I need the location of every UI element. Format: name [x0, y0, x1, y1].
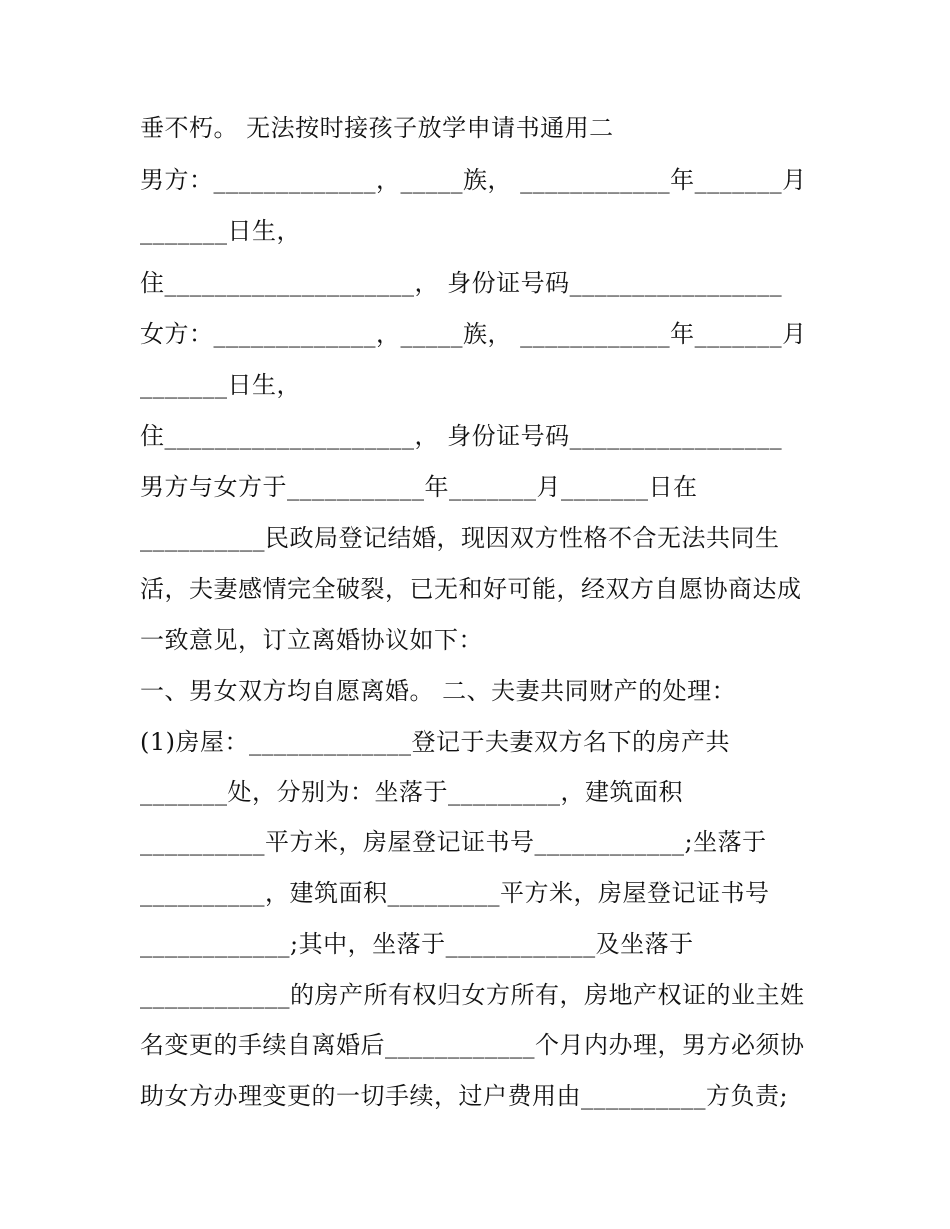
text-line: (1)房屋：_____________登记于夫妻双方名下的房产共 — [140, 728, 730, 756]
text-line: __________平方米，房屋登记证书号____________;坐落于 — [140, 828, 767, 856]
text-line: 女方：_____________，_____族， ____________年_______月 — [140, 320, 807, 348]
text-line: 活，夫妻感情完全破裂，已无和好可能，经双方自愿协商达成 — [140, 575, 802, 603]
text-line: 住____________________， 身份证号码_________________ — [140, 269, 783, 297]
text-line: 垂不朽。 无法按时接孩子放学申请书通用二 — [140, 114, 614, 142]
text-line: 住____________________， 身份证号码_________________ — [140, 422, 783, 450]
text-line: __________，建筑面积_________平方米，房屋登记证书号 — [140, 879, 770, 907]
text-line: ____________;其中，坐落于____________及坐落于 — [140, 930, 694, 958]
text-line: 男方：_____________，_____族， ____________年_______月 — [140, 166, 807, 194]
text-line: 助女方办理变更的一切手续，过户费用由__________方负责; — [140, 1082, 789, 1110]
text-line: _______日生， — [140, 217, 301, 245]
text-line: _______处，分别为：坐落于_________，建筑面积 — [140, 778, 683, 806]
text-line: ____________的房产所有权归女方所有，房地产权证的业主姓 — [140, 981, 805, 1009]
text-line: _______日生， — [140, 371, 301, 399]
text-line: 一、男女双方均自愿离婚。 二、夫妻共同财产的处理： — [140, 677, 737, 705]
text-line: 一致意见，订立离婚协议如下： — [140, 626, 483, 654]
text-line: 名变更的手续自离婚后____________个月内办理，男方必须协 — [140, 1031, 805, 1059]
text-line: __________民政局登记结婚，现因双方性格不合无法共同生 — [140, 524, 780, 552]
text-line: 男方与女方于___________年_______月_______日在 — [140, 473, 698, 501]
